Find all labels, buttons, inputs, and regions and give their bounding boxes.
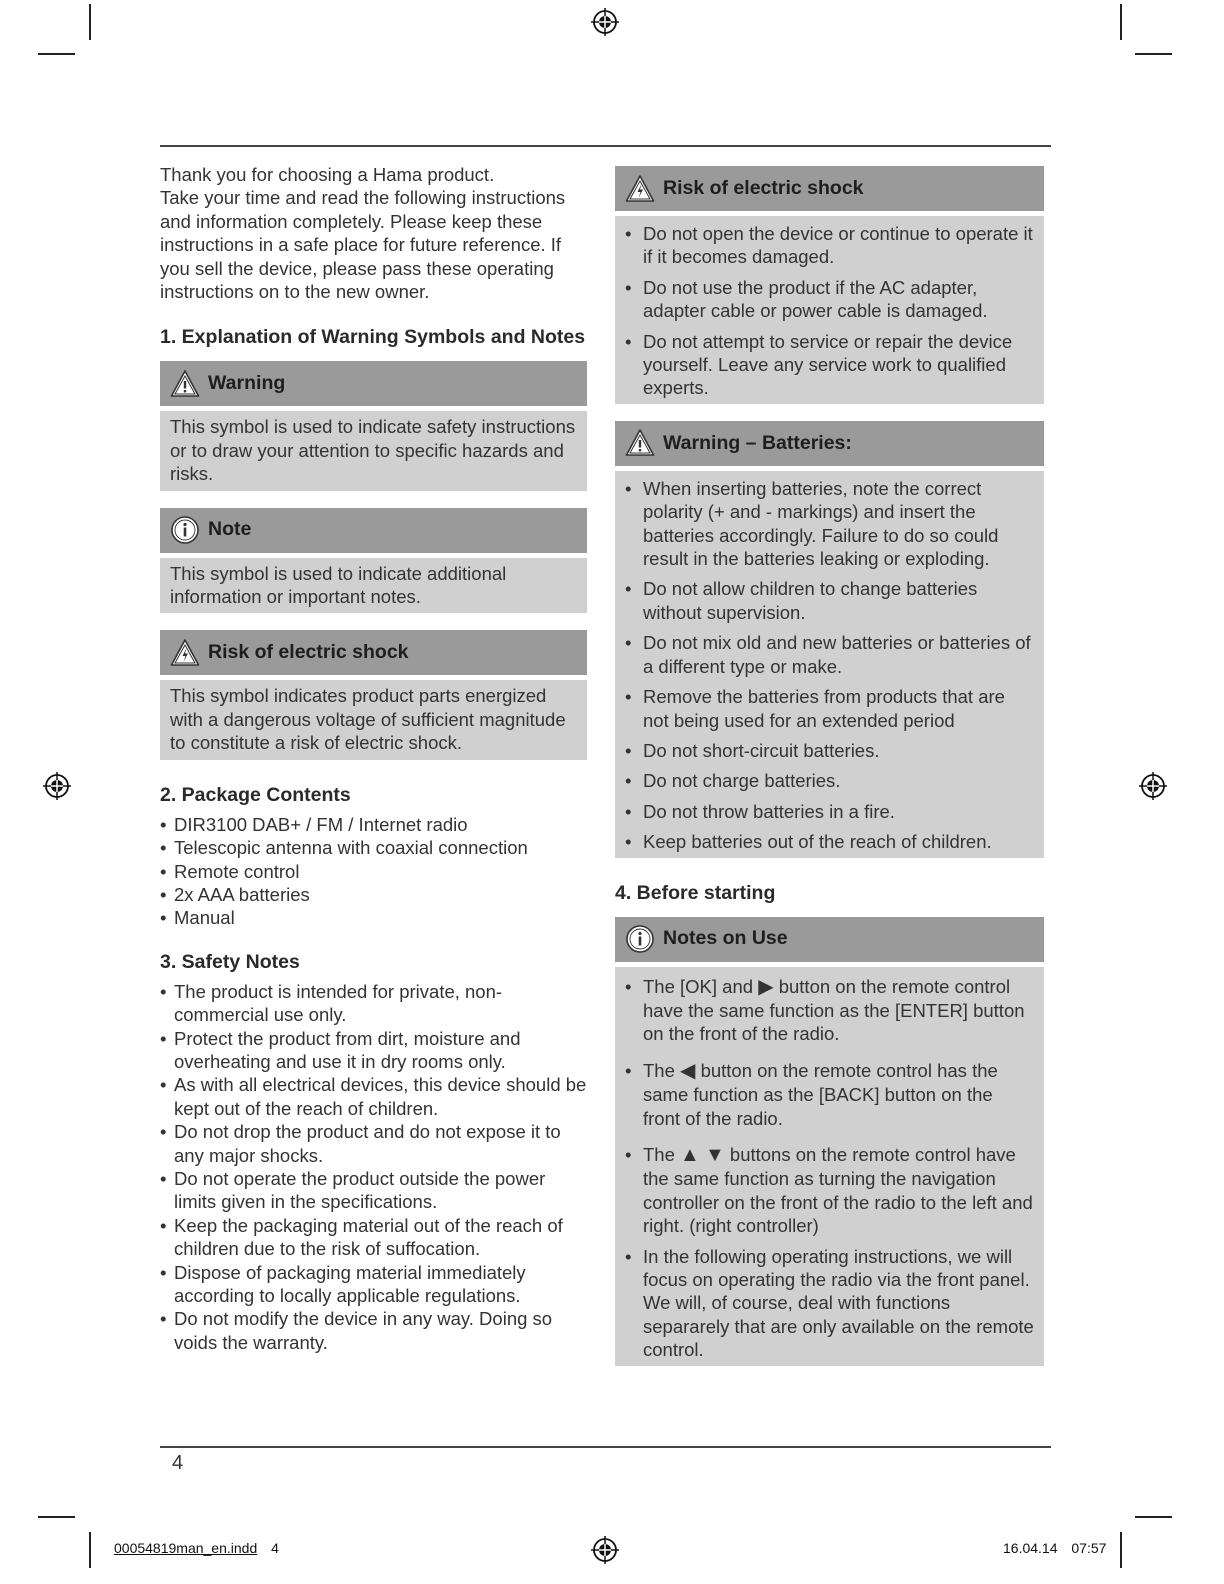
slug-time: 07:57 (1071, 1540, 1107, 1556)
batteries-warning-box (615, 421, 1044, 858)
section-1-heading: 1. Explanation of Warning Symbols and Notes (160, 326, 586, 349)
note-text: The (643, 1059, 675, 1081)
arrow-down-icon: ▼ (704, 1143, 725, 1166)
list-item: • Remove the batteries from products that are not being used for an extended period (625, 685, 1034, 732)
crop-mark (1135, 53, 1172, 55)
note-text: button on the remote control has the same function as the [BACK] button on the front of the radio. (643, 1059, 998, 1129)
back-left-icon: ◀ (680, 1059, 696, 1082)
list-item: • Telescopic antenna with coaxial connection (160, 836, 592, 859)
list-item: • Do not operate the product outside the power limits given in the specifications. (160, 1167, 592, 1214)
list-item: • Do not mix old and new batteries or batteries of a different type or make. (625, 631, 1034, 678)
intro-line: Thank you for choosing a Hama product. (160, 164, 495, 185)
list-item: • The product is intended for private, non-commercial use only. (160, 980, 592, 1027)
crop-mark (89, 4, 91, 40)
registration-mark-icon (1138, 771, 1168, 801)
note-box-text: This symbol is used to indicate additional information or important notes. (170, 562, 507, 608)
electric-shock-box-body (615, 216, 1044, 404)
slug-datetime (1003, 1540, 1106, 1556)
list-item: • 2x AAA batteries (160, 883, 592, 906)
warning-box (160, 361, 587, 490)
warning-box-header (160, 361, 587, 406)
play-right-icon: ▶ (758, 975, 774, 998)
page-number: 4 (172, 1452, 184, 1474)
electric-shock-box-title: Risk of electric shock (663, 176, 864, 199)
electric-shock-list (625, 222, 1034, 400)
list-item: • Do not short-circuit batteries. (625, 739, 1034, 762)
arrow-up-icon: ▲ (680, 1143, 700, 1166)
registration-mark-icon (590, 1535, 620, 1565)
intro-paragraph: Take your time and read the following instructions and information completely. Please keep these instructions in a safe place for future reference. If you sell the device, please pass these operating instructions on to the new owner. (160, 187, 566, 303)
slug-filename (114, 1540, 279, 1556)
list-item: • Do not allow children to change batteries without supervision. (625, 577, 1034, 624)
crop-mark (1135, 1516, 1172, 1518)
note-text: buttons on the remote control have the same function as turning the navigation controller on the front of the radio to the left and right. (right controller) (643, 1143, 1033, 1237)
notes-on-use-box-header (615, 917, 1044, 962)
slug-page: 4 (271, 1540, 279, 1556)
notes-on-use-box-body (615, 967, 1044, 1366)
shock-symbol-box (160, 630, 587, 759)
batteries-warning-box-title: Warning – Batteries: (663, 431, 852, 454)
note-box-header (160, 508, 587, 553)
right-column (615, 166, 1044, 1366)
list-item: • Do not attempt to service or repair the device yourself. Leave any service work to qualified experts. (625, 330, 1034, 400)
list-item: • Do not charge batteries. (625, 769, 1034, 792)
header-rule (160, 145, 1051, 147)
slug-date: 16.04.14 (1003, 1540, 1058, 1556)
shock-symbol-box-title: Risk of electric shock (208, 641, 409, 664)
note-box-body (160, 558, 587, 614)
batteries-warning-list (625, 477, 1034, 854)
notes-on-use-box-title: Notes on Use (663, 927, 788, 950)
intro (160, 163, 592, 303)
crop-mark (89, 1532, 91, 1568)
electric-shock-triangle-icon (170, 638, 200, 668)
list-item (625, 975, 1034, 1046)
warning-box-title: Warning (208, 372, 286, 395)
warning-box-body (160, 411, 587, 490)
list-item: • Protect the product from dirt, moisture and overheating and use it in dry rooms only. (160, 1027, 592, 1074)
section-3-heading: 3. Safety Notes (160, 950, 300, 973)
slug-file: 00054819man_en.indd (114, 1540, 258, 1556)
notes-on-use-list (625, 975, 1034, 1362)
batteries-warning-box-header (615, 421, 1044, 466)
electric-shock-triangle-icon (625, 174, 655, 204)
section-4-heading: 4. Before starting (615, 881, 776, 904)
list-item: • Dispose of packaging material immediately according to locally applicable regulations. (160, 1261, 592, 1308)
shock-symbol-box-body (160, 680, 587, 759)
list-item: • In the following operating instructions, we will focus on operating the radio via the front panel. We will, of course, deal with functions separarely that are only available on the remote control. (625, 1245, 1034, 1362)
list-item (625, 1143, 1034, 1238)
batteries-warning-box-body (615, 471, 1044, 858)
registration-mark-icon (42, 771, 72, 801)
shock-symbol-box-text: This symbol indicates product parts energized with a dangerous voltage of sufficient magnitude to constitute a risk of electric shock. (170, 685, 566, 754)
crop-mark (1120, 4, 1122, 40)
list-item: • DIR3100 DAB+ / FM / Internet radio (160, 813, 592, 836)
info-circle-icon (170, 515, 200, 545)
list-item: • Keep batteries out of the reach of children. (625, 830, 1034, 853)
note-text: button on the remote control have the same function as the [ENTER] button on the front of the radio. (643, 975, 1025, 1045)
list-item: • Keep the packaging material out of the reach of children due to the risk of suffocation. (160, 1214, 592, 1261)
list-item: • Manual (160, 906, 592, 929)
crop-mark (38, 1516, 75, 1518)
list-item: • Remote control (160, 860, 592, 883)
crop-mark (1120, 1532, 1122, 1568)
note-box-title: Note (208, 518, 252, 541)
list-item: • Do not drop the product and do not expose it to any major shocks. (160, 1120, 592, 1167)
registration-mark-icon (590, 7, 620, 37)
list-item (625, 1059, 1034, 1130)
list-item: • Do not throw batteries in a fire. (625, 800, 1034, 823)
list-item: • Do not modify the device in any way. Doing so voids the warranty. (160, 1307, 592, 1354)
notes-on-use-box (615, 917, 1044, 1366)
list-item: • As with all electrical devices, this device should be kept out of the reach of children. (160, 1073, 592, 1120)
warning-box-text: This symbol is used to indicate safety instructions or to draw your attention to specific hazards and risks. (170, 416, 576, 485)
warning-triangle-icon (625, 428, 655, 458)
note-text: The (643, 1143, 675, 1165)
left-column (160, 163, 592, 1354)
list-item: • When inserting batteries, note the correct polarity (+ and - markings) and insert the batteries accordingly. Failure to do so could result in the batteries leaking or exploding. (625, 477, 1034, 571)
info-circle-icon (625, 924, 655, 954)
package-contents-list (160, 813, 592, 930)
crop-mark (38, 53, 75, 55)
note-box (160, 508, 587, 614)
warning-triangle-icon (170, 369, 200, 399)
safety-notes-list (160, 980, 592, 1355)
section-2-heading: 2. Package Contents (160, 783, 351, 806)
shock-symbol-box-header (160, 630, 587, 675)
electric-shock-box (615, 166, 1044, 404)
footer-rule (160, 1446, 1051, 1448)
electric-shock-box-header (615, 166, 1044, 211)
list-item: • Do not open the device or continue to operate it if it becomes damaged. (625, 222, 1034, 269)
note-text: The [OK] and (643, 975, 754, 997)
list-item: • Do not use the product if the AC adapter, adapter cable or power cable is damaged. (625, 276, 1034, 323)
